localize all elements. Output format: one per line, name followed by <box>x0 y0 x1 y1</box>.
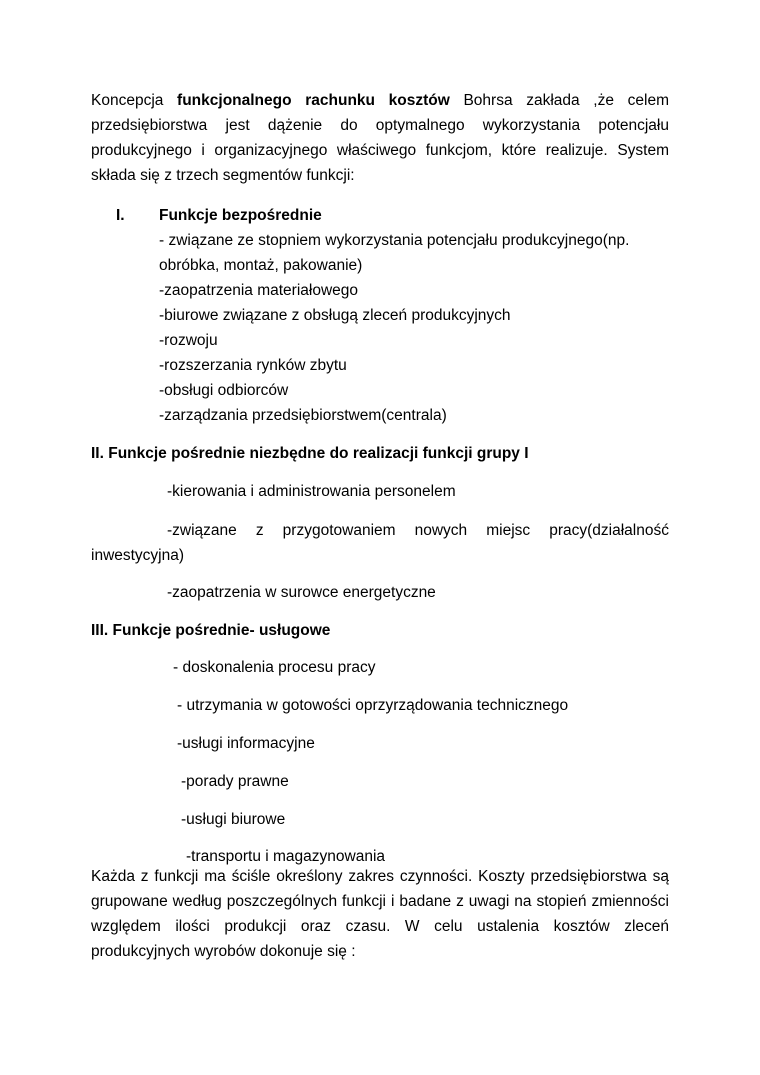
list-item: -porady prawne <box>181 773 289 790</box>
list-item: -usługi informacyjne <box>177 735 315 752</box>
list-item: -obsługi odbiorców <box>159 382 289 399</box>
list-item: -rozszerzania rynków zbytu <box>159 357 347 374</box>
outro-paragraph: Każda z funkcji ma ściśle określony zakres czynności. Koszty przedsiębiorstwa są grupowane według poszczególnych funkcji i badane z uwagi na stopień zmienności względem ilości produkcji oraz czasu. W celu ustalenia kosztów zleceń produkcyjnych wyrobów dokonuje się : <box>91 868 669 960</box>
list-item: - związane ze stopniem wykorzystania potencjału produkcyjnego(np. obróbka, montaż, pakowanie) <box>159 232 630 274</box>
intro-text-start: Koncepcja <box>91 92 178 109</box>
section-items <box>159 228 671 428</box>
intro-bold-term: funkcjonalnego rachunku kosztów <box>177 92 450 109</box>
list-item: -zarządzania przedsiębiorstwem(centrala) <box>159 407 447 424</box>
section3-heading: III. Funkcje pośrednie- usługowe <box>91 622 331 639</box>
list-item: - doskonalenia procesu pracy <box>173 659 376 676</box>
section-number: I. <box>116 207 125 224</box>
list-item: -biurowe związane z obsługą zleceń produkcyjnych <box>159 307 511 324</box>
intro-paragraph <box>91 88 669 188</box>
list-item: -rozwoju <box>159 332 218 349</box>
section2-heading: II. Funkcje pośrednie niezbędne do realizacji funkcji grupy I <box>91 445 529 462</box>
list-item: -usługi biurowe <box>181 811 286 828</box>
list-item: -związane z przygotowaniem nowych miejsc pracy(działalność inwestycyjna) <box>91 522 669 564</box>
section-heading: Funkcje bezpośrednie <box>159 207 322 224</box>
intro-text-end: Bohrsa zakłada ,że celem przedsiębiorstwa jest dążenie do optymalnego wykorzystania potencjału produkcyjnego i organizacyjnego właściwego funkcjom, które realizuje. System składa się z trzech segmentów funkcji: <box>91 92 669 184</box>
list-item: -zaopatrzenia w surowce energetyczne <box>167 584 436 601</box>
list-item: -kierowania i administrowania personelem <box>167 483 456 500</box>
list-item: - utrzymania w gotowości oprzyrządowania technicznego <box>177 697 569 714</box>
list-item: -transportu i magazynowania <box>186 848 386 865</box>
list-item: -zaopatrzenia materiałowego <box>159 282 359 299</box>
